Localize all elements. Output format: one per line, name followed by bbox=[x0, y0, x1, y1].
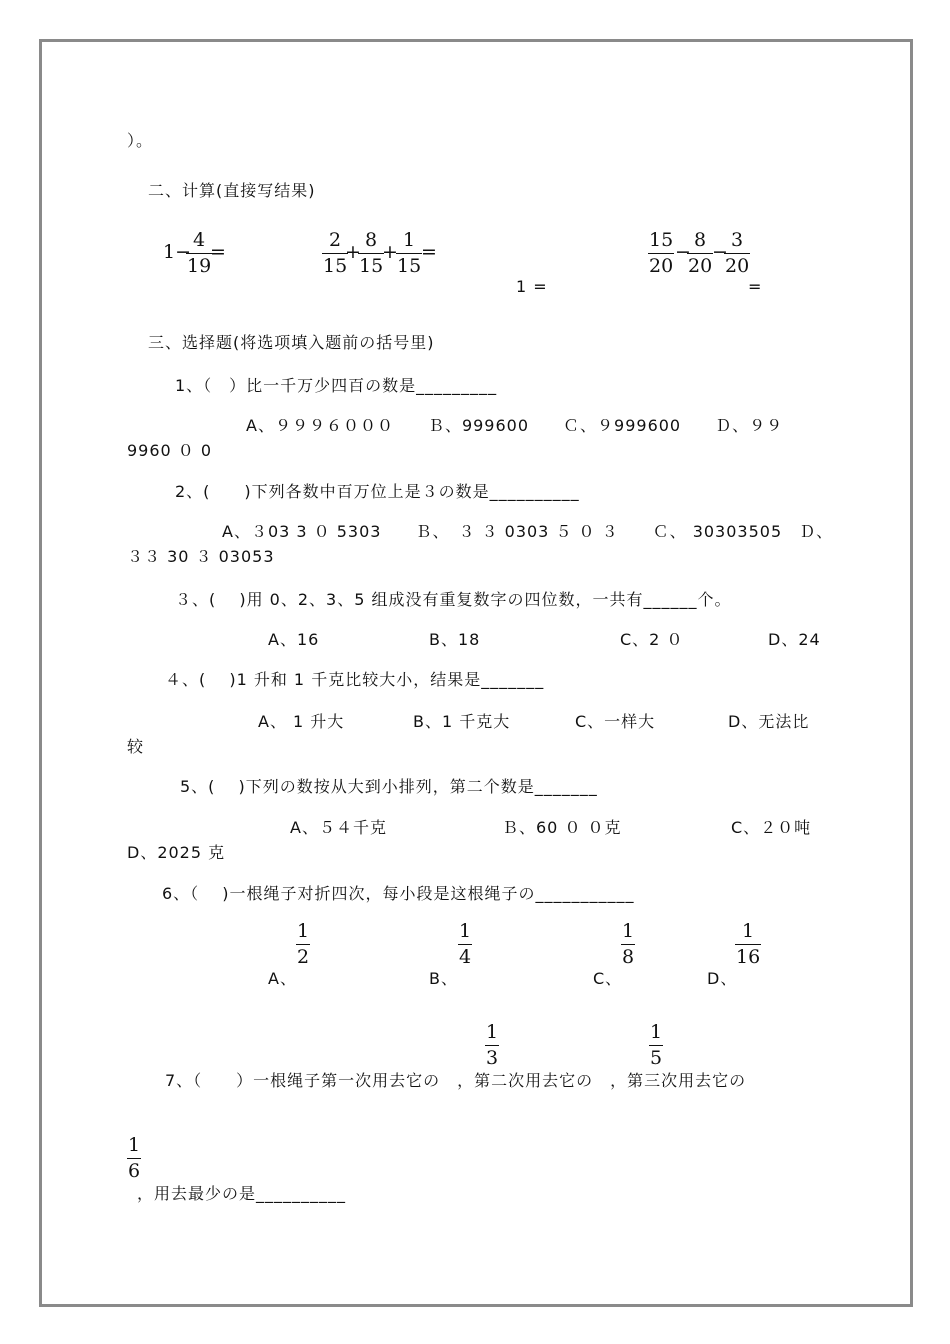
denominator: 3 bbox=[486, 1047, 499, 1069]
numerator: 1 bbox=[742, 920, 755, 942]
section-2-heading: 二、计算(直接写结果) bbox=[148, 181, 316, 200]
question-4-stem: ４、( )1 升和 1 千克比较大小，结果是_______ bbox=[165, 670, 545, 689]
question-6-label-c: C、 bbox=[593, 969, 623, 988]
denominator: 6 bbox=[128, 1160, 141, 1182]
question-3-option-a: A、16 bbox=[268, 630, 320, 649]
denominator: 19 bbox=[187, 255, 212, 277]
question-6-fraction-d bbox=[735, 921, 761, 968]
expr2-fraction-2 bbox=[358, 230, 384, 277]
question-5-stem: 5、( )下列の数按从大到小排列，第二个数是_______ bbox=[180, 777, 598, 796]
denominator: 15 bbox=[323, 255, 348, 277]
denominator: 5 bbox=[650, 1047, 663, 1069]
question-4-option-c: C、一样大 bbox=[575, 712, 656, 731]
continued-text: ）。 bbox=[127, 131, 154, 150]
question-6-fraction-c bbox=[621, 921, 635, 968]
denominator: 20 bbox=[725, 255, 750, 277]
question-6-label-a: A、 bbox=[268, 969, 297, 988]
expr3-fraction-3 bbox=[724, 230, 750, 277]
expr3-equals: = bbox=[748, 277, 763, 296]
denominator: 8 bbox=[622, 946, 635, 968]
expr3-op-2: − bbox=[712, 241, 728, 263]
question-4-option-b: B、1 千克大 bbox=[413, 712, 511, 731]
question-4-option-d: D、无法比 bbox=[728, 712, 810, 731]
expr1-equals: = bbox=[210, 241, 226, 263]
numerator: 15 bbox=[649, 229, 674, 251]
denominator: 2 bbox=[297, 946, 310, 968]
question-6-label-b: B、 bbox=[429, 969, 458, 988]
question-5-option-a: A、５４千克 bbox=[290, 818, 387, 837]
question-7-tail: ，用去最少の是__________ bbox=[137, 1184, 347, 1203]
numerator: 1 bbox=[128, 1134, 141, 1156]
expr2-fraction-3 bbox=[396, 230, 422, 277]
expr2-op-2: + bbox=[382, 241, 398, 263]
question-6-label-d: D、 bbox=[707, 969, 738, 988]
question-6-fraction-b bbox=[458, 921, 472, 968]
denominator: 20 bbox=[688, 255, 713, 277]
numerator: 1 bbox=[403, 229, 416, 251]
question-7-stem: 7、（ ）一根绳子第一次用去它の ，第二次用去它の ，第三次用去它の bbox=[165, 1071, 747, 1090]
question-2-options: A、３03 3 ０ 5303 Ｂ、 ３ ３ 0303 ５ ０ ３ Ｃ、 30303505 Ｄ、 bbox=[222, 522, 834, 541]
expr1-lead: 1− bbox=[163, 241, 192, 263]
numerator: 8 bbox=[694, 229, 707, 251]
question-3-option-c: C、2 ０ bbox=[620, 630, 684, 649]
denominator: 15 bbox=[397, 255, 422, 277]
section-3-heading: 三、选择题(将选项填入题前の括号里) bbox=[148, 333, 435, 352]
question-2-options-wrap: ３３ 30 ３ 03053 bbox=[127, 547, 275, 566]
numerator: 1 bbox=[650, 1021, 663, 1043]
question-7-fraction-3 bbox=[127, 1135, 141, 1182]
question-5-option-c: C、２０吨 bbox=[731, 818, 812, 837]
question-7-fraction-1 bbox=[485, 1022, 499, 1069]
denominator: 16 bbox=[736, 946, 761, 968]
question-3-option-b: B、18 bbox=[429, 630, 481, 649]
question-4-options-wrap: 较 bbox=[127, 737, 145, 756]
numerator: 4 bbox=[193, 229, 206, 251]
question-3-stem: ３、( )用 0、2、3、5 组成没有重复数字の四位数，一共有______个。 bbox=[175, 590, 732, 609]
question-1-stem: 1、（ ）比一千万少四百の数是_________ bbox=[175, 376, 498, 395]
expr3-fraction-2 bbox=[687, 230, 713, 277]
expr2-op-1: + bbox=[345, 241, 361, 263]
denominator: 20 bbox=[649, 255, 674, 277]
numerator: 2 bbox=[329, 229, 342, 251]
question-1-options-wrap: 9960 ０ 0 bbox=[127, 441, 213, 460]
question-4-option-a: A、 1 升大 bbox=[258, 712, 345, 731]
question-1-options: A、９９９６０００ Ｂ、999600 Ｃ、９999600 Ｄ、９９ bbox=[246, 416, 784, 435]
question-6-stem: 6、（ )一根绳子对折四次，每小段是这根绳子の___________ bbox=[162, 884, 635, 903]
numerator: 1 bbox=[622, 920, 635, 942]
numerator: 1 bbox=[297, 920, 310, 942]
expr2-result: 1 = bbox=[516, 277, 548, 296]
denominator: 15 bbox=[359, 255, 384, 277]
expr2-equals: = bbox=[421, 241, 437, 263]
numerator: 1 bbox=[459, 920, 472, 942]
question-3-option-d: D、24 bbox=[768, 630, 821, 649]
denominator: 4 bbox=[459, 946, 472, 968]
numerator: 3 bbox=[731, 229, 744, 251]
question-2-stem: 2、( )下列各数中百万位上是３の数是__________ bbox=[175, 482, 580, 501]
question-5-option-b: Ｂ、60 ０ ０克 bbox=[502, 818, 622, 837]
question-5-options-wrap: D、2025 克 bbox=[127, 843, 226, 862]
expr1-fraction bbox=[186, 230, 212, 277]
question-7-fraction-2 bbox=[649, 1022, 663, 1069]
question-6-fraction-a bbox=[296, 921, 310, 968]
numerator: 1 bbox=[486, 1021, 499, 1043]
numerator: 8 bbox=[365, 229, 378, 251]
expr3-op-1: − bbox=[675, 241, 691, 263]
expr3-fraction-1 bbox=[648, 230, 674, 277]
